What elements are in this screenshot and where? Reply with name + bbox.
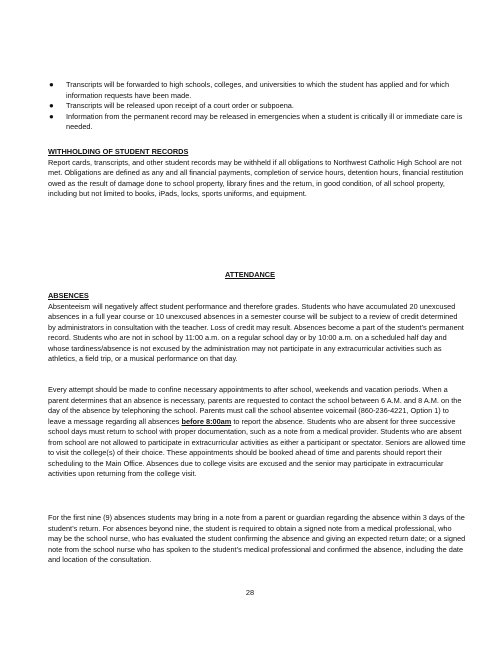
list-item [48, 80, 463, 101]
withholding-heading: WITHHOLDING OF STUDENT RECORDS [48, 147, 189, 156]
withholding-paragraph: Report cards, transcripts, and other student records may be withheld if all obligations to Northwest Catholic High School are not met. Obligations are defined as any and all financial payments, completion of service hours, detention hours, financial restitution owed as the result of damage done to school property, library fines and the return, in good condition, of all school property, including but not limited to books, iPads, locks, sports uniforms, and equipment. [48, 157, 464, 198]
page-number: 28 [245, 588, 255, 597]
bullet-icon: ● [49, 101, 54, 110]
absences-heading: ABSENCES [48, 291, 89, 300]
withholding-section [48, 147, 466, 200]
bullet-icon: ● [49, 80, 54, 89]
list-item [48, 112, 463, 133]
absences-paragraph-2-block [48, 385, 466, 480]
absences-paragraph-2 [48, 385, 466, 480]
bullet-text: Transcripts will be forwarded to high schools, colleges, and universities to which the student has applied and for which information requests have been made. [66, 80, 450, 100]
paragraph-text: to report the absence. Students who are absent for three successive school days must return to school with proper documentation, such as a note from a medical provider. Students who are absent from school are not allowed to participate in extracurricular activities as either a participant or spectator. Seniors are allowed time to visit the college(s) of their choice. These appointments should be booked ahead of time and parents should report their scheduling to the Main Office. Absences due to college visits are excused and the senior may participate in extracurricular activities upon returning from the college visit. [48, 416, 466, 478]
bullet-icon: ● [49, 111, 54, 121]
absences-section [48, 291, 466, 365]
paragraph-text: Every attempt should be made to confine necessary appointments to after school, weekends and vacation periods. When a parent determines that an absence is necessary, parents are requested to contact the school between 6 A.M. and 8 A.M. on the day of the absence by telephoning the school. Parents must call the school absentee voicemail (860-236-4221, Option 1) to leave a message regarding all absences [48, 385, 462, 426]
absences-paragraph-3-block [48, 513, 466, 566]
absences-paragraph-3: For the first nine (9) absences students may bring in a note from a parent or guardian regarding the absence within 3 days of the student’s return. For absences beyond nine, the student is required to obtain a signed note from a medical professional, who may be the school nurse, who has evaluated the student confirming the absence and giving an expected return date; or a signed note from the school nurse who has spoken to the student’s medical professional and confirmed the absence, including the date and location of the consultation. [48, 513, 466, 564]
emphasized-time: before 8:00am [181, 416, 232, 426]
attendance-title: ATTENDANCE [224, 270, 276, 279]
records-bullet-list [48, 80, 463, 133]
bullet-text: Transcripts will be released upon receipt of a court order or subpoena. [66, 101, 294, 110]
absences-paragraph-1: Absenteeism will negatively affect student performance and therefore grades. Students who have accumulated 20 unexcused absences in a full year course or 10 unexcused absences in a semester course will be subject to a review of credit determined by administrators in consultation with the teacher. Loss of credit may result. Absences become a part of the student’s permanent record. Students who are not in school by 11:00 a.m. on a regular school day or by 10:00 a.m. on a scheduled half day and whose tardiness/absence is not excused by the administration may not participate in any extracurricular activities such as athletics, a field trip, or a musical performance on that day. [48, 301, 464, 363]
bullet-text: Information from the permanent record may be released in emergencies when a student is critically ill or immediate care is needed. [66, 111, 463, 131]
list-item [48, 101, 463, 112]
